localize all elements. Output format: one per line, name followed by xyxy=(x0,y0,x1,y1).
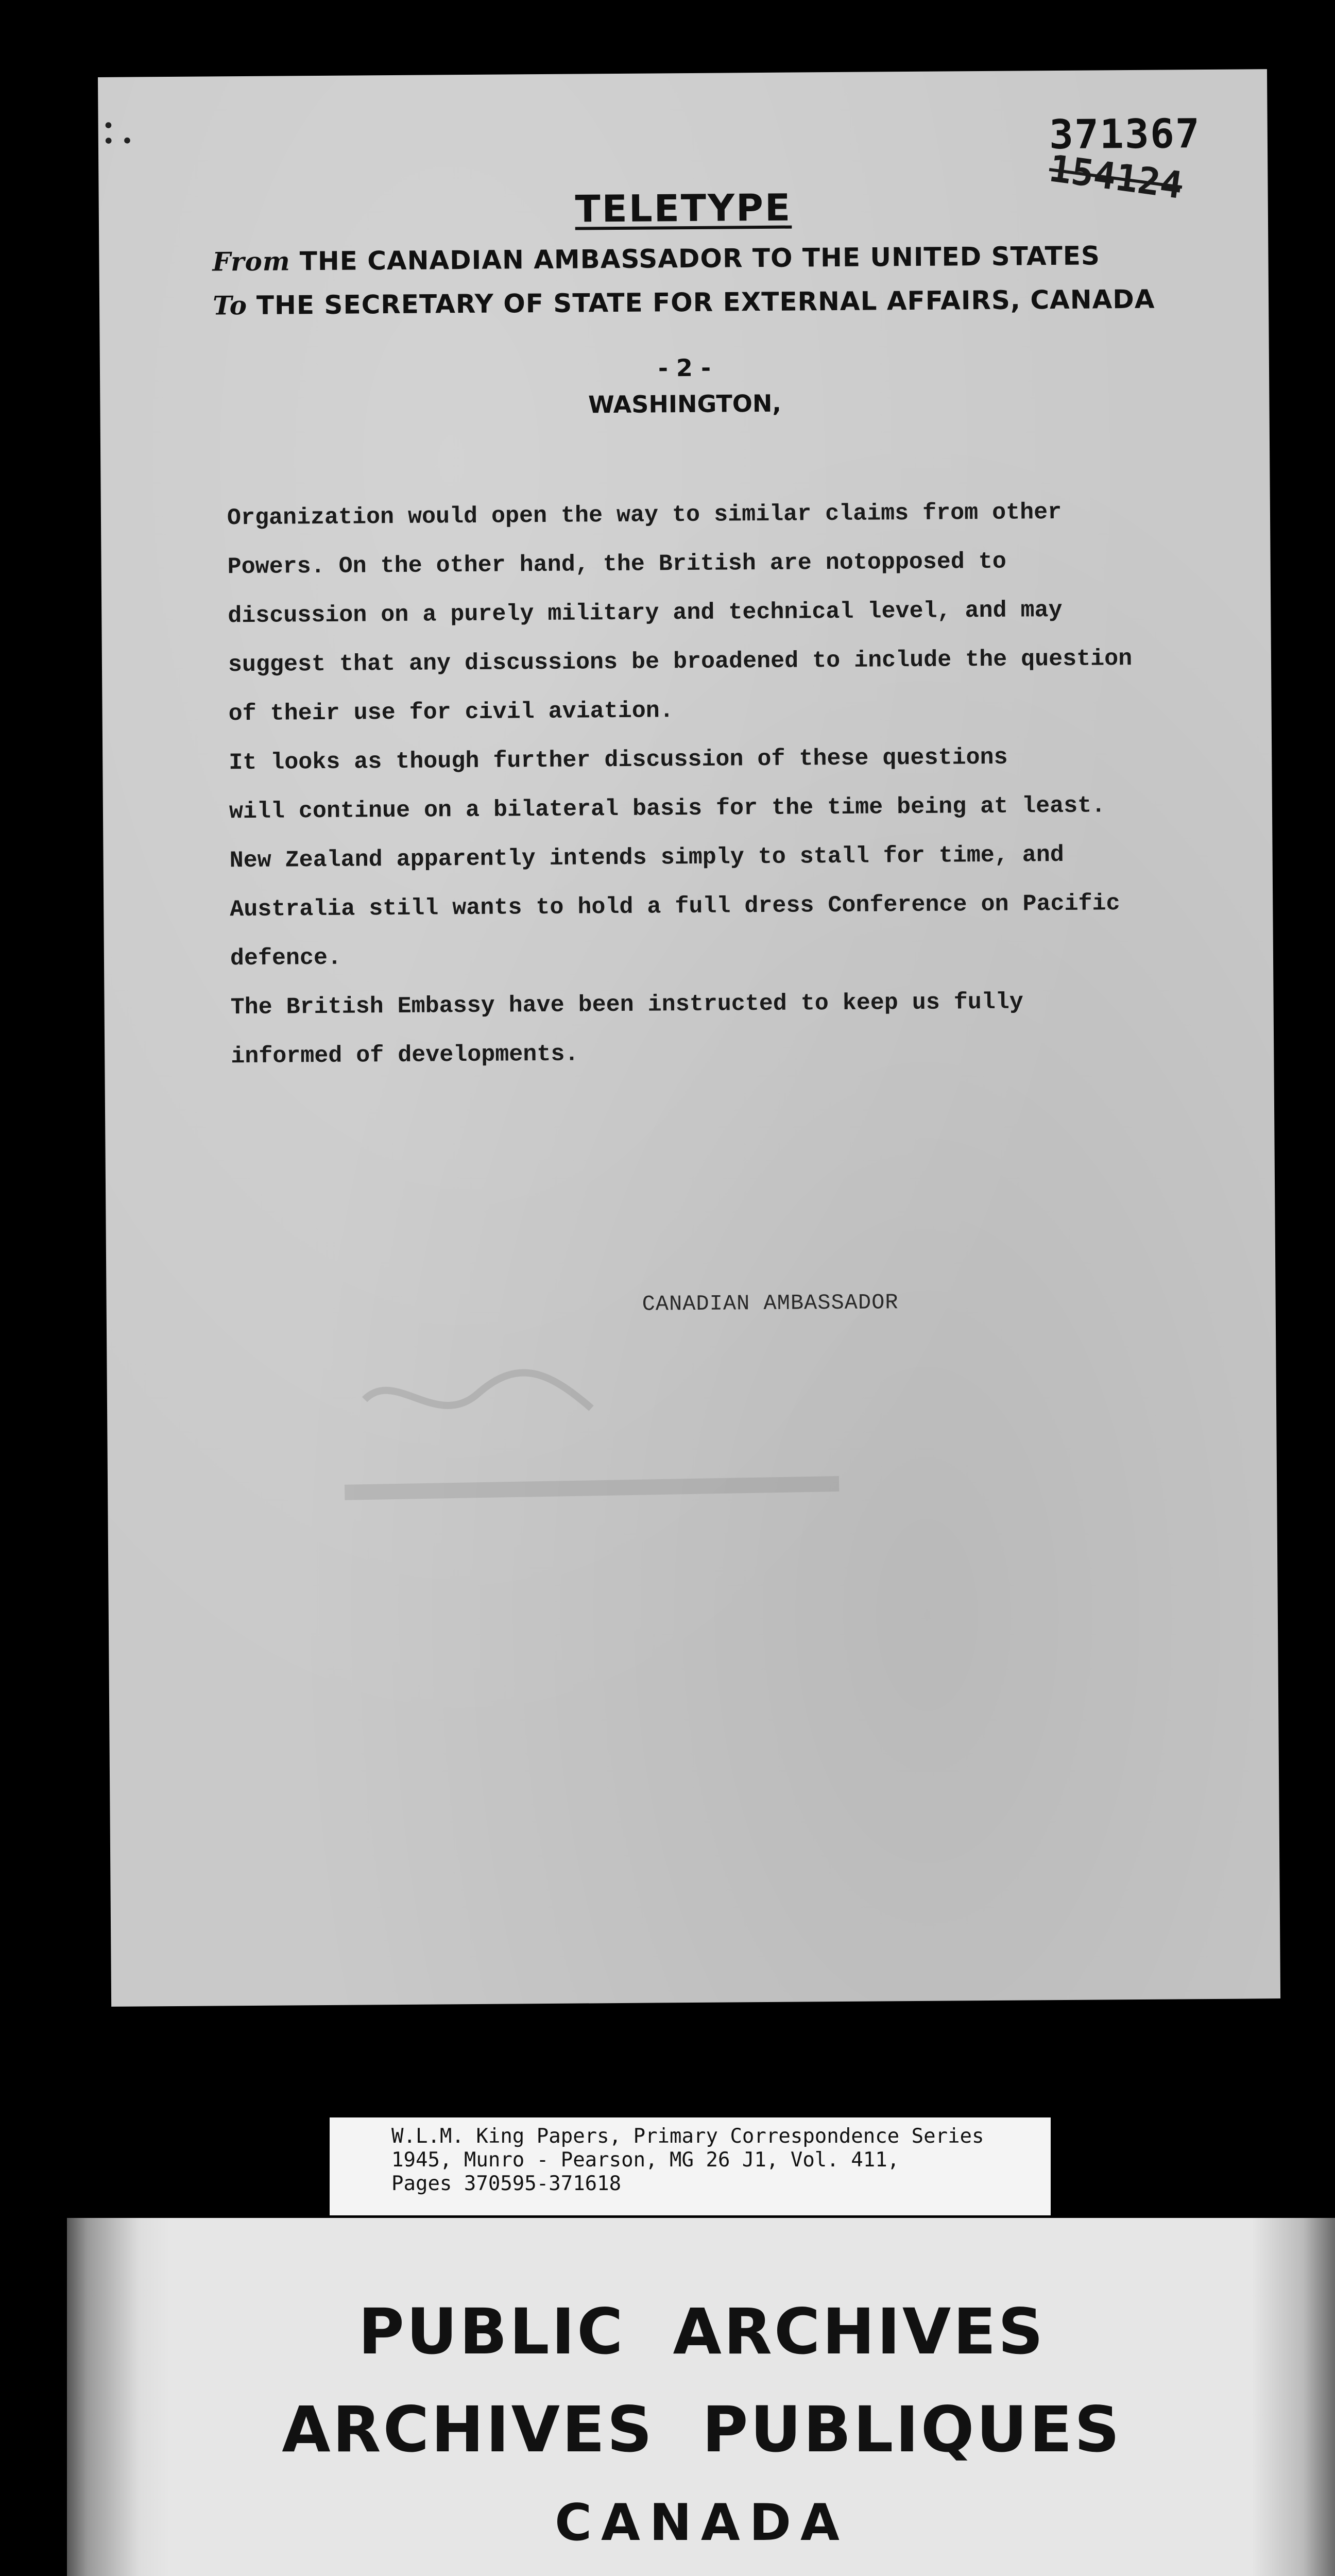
to-text: THE SECRETARY OF STATE FOR EXTERNAL AFFAIRS, CANADA xyxy=(256,284,1155,320)
signature-line: CANADIAN AMBASSADOR xyxy=(642,1290,899,1317)
struck-old-number: 154124 xyxy=(1046,146,1185,208)
document-number: 371367 xyxy=(1049,111,1201,159)
from-label: From xyxy=(212,246,290,277)
paragraph-3: The British Embassy have been instructed to keep us fully informed of developments. xyxy=(230,989,1024,1070)
archives-banner xyxy=(67,2218,1335,2576)
place-name: WASHINGTON, xyxy=(588,389,782,419)
archives-country: CANADA xyxy=(555,2494,849,2552)
to-line xyxy=(213,284,1155,321)
citation-label xyxy=(330,2117,1051,2215)
from-line xyxy=(212,240,1100,277)
archives-english: PUBLIC ARCHIVES xyxy=(358,2295,1046,2368)
document-title: TELETYPE xyxy=(575,185,792,231)
citation-line-2: 1945, Munro - Pearson, MG 26 J1, Vol. 411, xyxy=(391,2148,900,2172)
citation-line-1: W.L.M. King Papers, Primary Correspondence Series xyxy=(391,2125,984,2148)
document-page xyxy=(98,69,1280,2007)
corner-marks: • • • xyxy=(102,114,133,154)
paragraph-1: Organization would open the way to similar claims from other Powers. On the other hand, the British are notopposed to discussion on a purely military and technical level, and may suggest that any discussions be broadened to include the question of their use for civil aviation. xyxy=(227,499,1133,727)
to-label: To xyxy=(212,290,248,321)
faint-stamp-mark xyxy=(323,1334,891,1544)
page-number: - 2 - xyxy=(658,353,711,382)
archives-french: ARCHIVES PUBLIQUES xyxy=(282,2393,1122,2466)
from-text: THE CANADIAN AMBASSADOR TO THE UNITED STATES xyxy=(299,241,1101,277)
paragraph-2: It looks as though further discussion of these questions will continue on a bilateral basis for the time being at least. New Zealand apparently intends simply to stall for time, and Australia still wants to hold a full dress Conference on Pacific defence. xyxy=(229,744,1120,972)
citation-line-3: Pages 370595-371618 xyxy=(391,2172,622,2195)
body-text xyxy=(227,487,1210,1081)
